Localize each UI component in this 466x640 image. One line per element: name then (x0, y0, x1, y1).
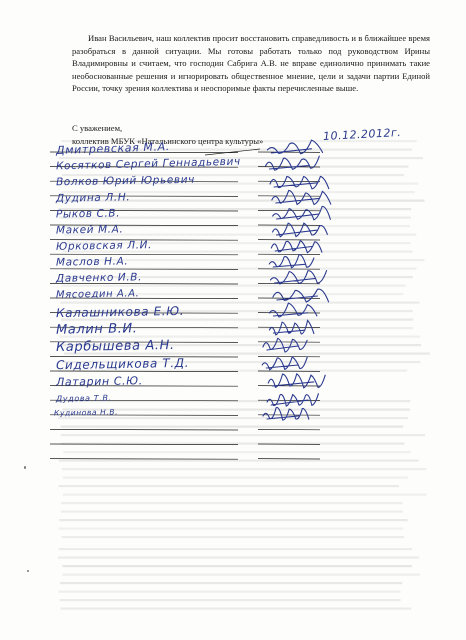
signature-name-15: Латарин С.Ю. (55, 374, 143, 389)
signature-scribble-15 (268, 374, 325, 388)
signature-scribble-5 (273, 206, 331, 219)
signature-name-7: Юрковская Л.И. (55, 239, 153, 253)
signature-scribble-7 (271, 241, 322, 253)
signature-scribble-12 (269, 320, 313, 334)
signature-scribble-6 (273, 223, 328, 237)
signature-name-6: Макей М.А. (55, 223, 124, 237)
signature-name-13: Карбышева А.Н. (55, 337, 175, 356)
signature-name-4: Дудина Л.Н. (55, 191, 131, 205)
signature-scribble-11 (269, 303, 317, 317)
signature-name-10: Мясоедин А.А. (55, 288, 140, 301)
scan-speck (24, 466, 26, 469)
signature-scribble-3 (270, 176, 329, 189)
signature-scribble-14 (262, 357, 307, 370)
signature-name-8: Маслов Н.А. (55, 255, 129, 269)
signature-scribble-10 (273, 289, 329, 302)
signature-scribble-17 (263, 407, 309, 419)
signature-scribble-2 (266, 156, 320, 170)
signature-name-12: Малин В.И. (55, 321, 138, 338)
signature-name-11: Калашникова Е.Ю. (55, 303, 185, 321)
signatory-line: коллектив МБУК «Натальинского центра культуры» (72, 135, 264, 146)
signature-scribble-1 (267, 140, 322, 154)
signature-scribble-8 (269, 255, 314, 268)
closing-line: С уважением, (72, 123, 123, 133)
signature-name-9: Давченко И.В. (55, 271, 143, 285)
signature-scribble-4 (272, 190, 331, 204)
signature-scribble-13 (263, 338, 307, 352)
signature-name-1: Дмитревская М.А. (55, 140, 171, 157)
signature-name-3: Волков Юрий Юрьевич (55, 173, 195, 189)
signature-name-14: Сидельщикова Т.Д. (55, 355, 190, 373)
handwritten-date: 10.12.2012г. (322, 125, 402, 144)
signature-scribble-9 (270, 271, 326, 284)
signature-name-2: Косятков Сергей Геннадьевич (55, 155, 241, 173)
signature-name-17: Кудинова Н.В. (53, 407, 119, 418)
signature-name-5: Рыков С.В. (55, 207, 121, 221)
scan-speck (27, 570, 29, 572)
signature-name-16: Дудова Т.В. (55, 393, 112, 404)
signature-scribble-16 (267, 394, 318, 406)
letter-paragraph: Иван Васильевич, наш коллектив просит восстановить справедливость и в ближайшее время разобраться в данной ситуации. Мы готовы работать только под руководством Ирины Владимировны и считаем, что господин Сабрига А.В. не вправе единолично принимать такие необоснованные решения и игнорировать общественное мнение, цели и задачи партии Единой России, точку зрения коллектива и неоспоримые факты перечисленные выше. (72, 33, 430, 94)
